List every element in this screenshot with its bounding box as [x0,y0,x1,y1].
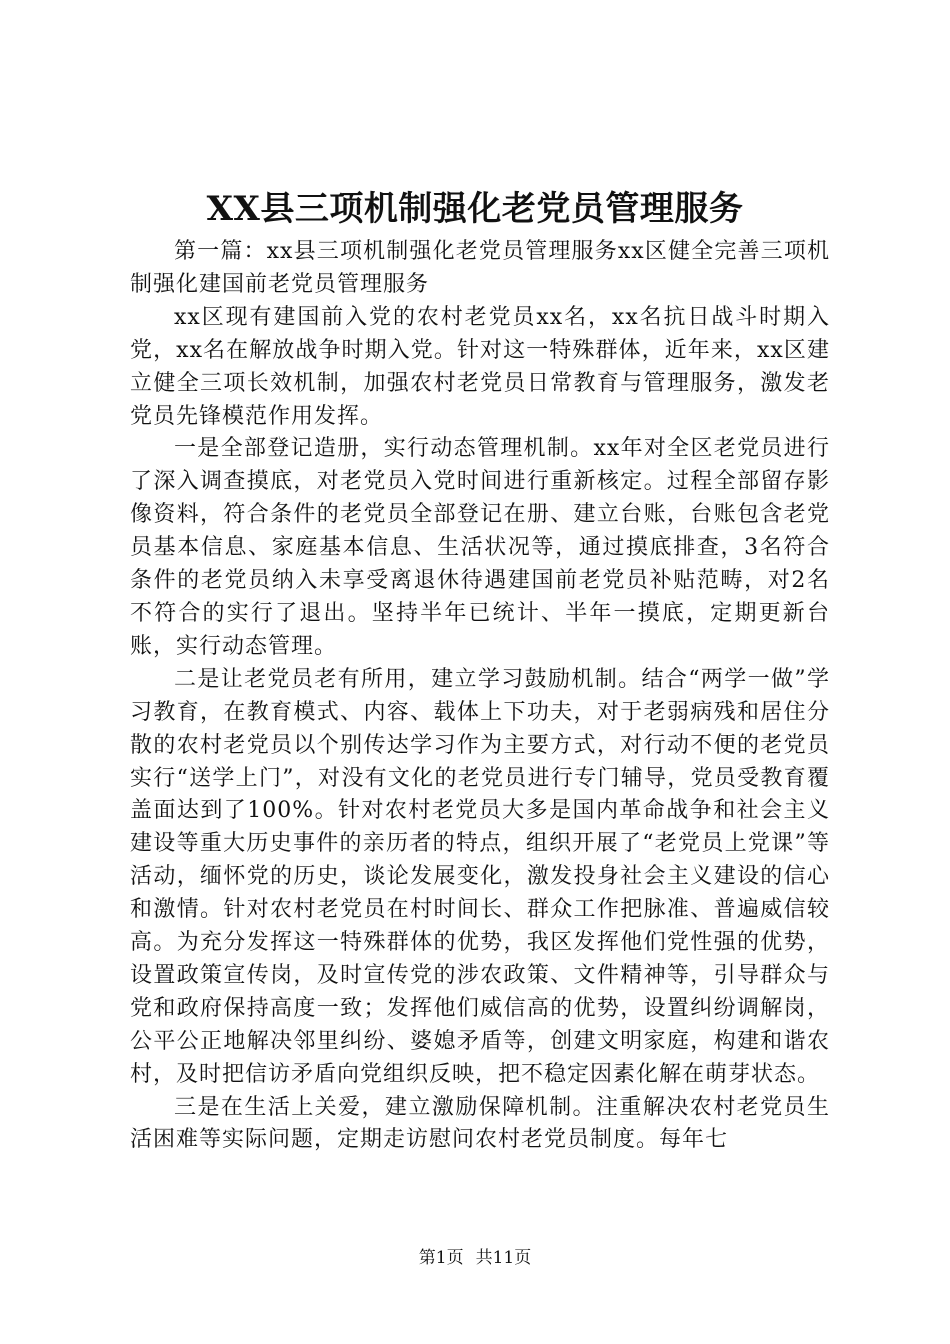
page-number: 第1页 [418,1248,464,1268]
paragraph-point-one: 一是全部登记造册，实行动态管理机制。xx年对全区老党员进行了深入调查摸底，对老党员入党时间进行重新核定。过程全部留存影像资料，符合条件的老党员全部登记在册、建立台账，台账包含老党员基本信息、家庭基本信息、生活状况等，通过摸底排查，3名符合条件的老党员纳入未享受离退休待遇建国前老党员补贴范畴，对2名不符合的实行了退出。坚持半年已统计、半年一摸底，定期更新台账，实行动态管理。 [130,436,830,659]
paragraph-point-three: 三是在生活上关爱，建立激励保障机制。注重解决农村老党员生活困难等实际问题，定期走访慰问农村老党员制度。每年七 [130,1094,830,1153]
page-total: 共11页 [475,1248,532,1268]
page-footer [0,1246,950,1270]
document-body [130,236,830,1157]
paragraph-heading: 第一篇：xx县三项机制强化老党员管理服务xx区健全完善三项机制强化建国前老党员管理服务 [130,239,830,297]
paragraph-intro: xx区现有建国前入党的农村老党员xx名，xx名抗日战斗时期入党，xx名在解放战争时期入党。针对这一特殊群体，近年来，xx区建立健全三项长效机制，加强农村老党员日常教育与管理服务，激发老党员先锋模范作用发挥。 [130,304,830,429]
document-title: XX县三项机制强化老党员管理服务 [206,189,744,229]
paragraph-point-two: 二是让老党员老有所用，建立学习鼓励机制。结合“两学一做”学习教育，在教育模式、内容、载体上下功夫，对于老弱病残和居住分散的农村老党员以个别传达学习作为主要方式，对行动不便的老党员实行“送学上门”，对没有文化的老党员进行专门辅导，党员受教育覆盖面达到了100%。针对农村老党员大多是国内革命战争和社会主义建设等重大历史事件的亲历者的特点，组织开展了“老党员上党课”等活动，缅怀党的历史，谈论发展变化，激发投身社会主义建设的信心和激情。针对农村老党员在村时间长、群众工作把脉准、普遍威信较高。为充分发挥这一特殊群体的优势，我区发挥他们党性强的优势，设置政策宣传岗，及时宣传党的涉农政策、文件精神等，引导群众与党和政府保持高度一致；发挥他们威信高的优势，设置纠纷调解岗，公平公正地解决邻里纠纷、婆媳矛盾等，创建文明家庭，构建和谐农村，及时把信访矛盾向党组织反映，把不稳定因素化解在萌芽状态。 [130,666,830,1087]
